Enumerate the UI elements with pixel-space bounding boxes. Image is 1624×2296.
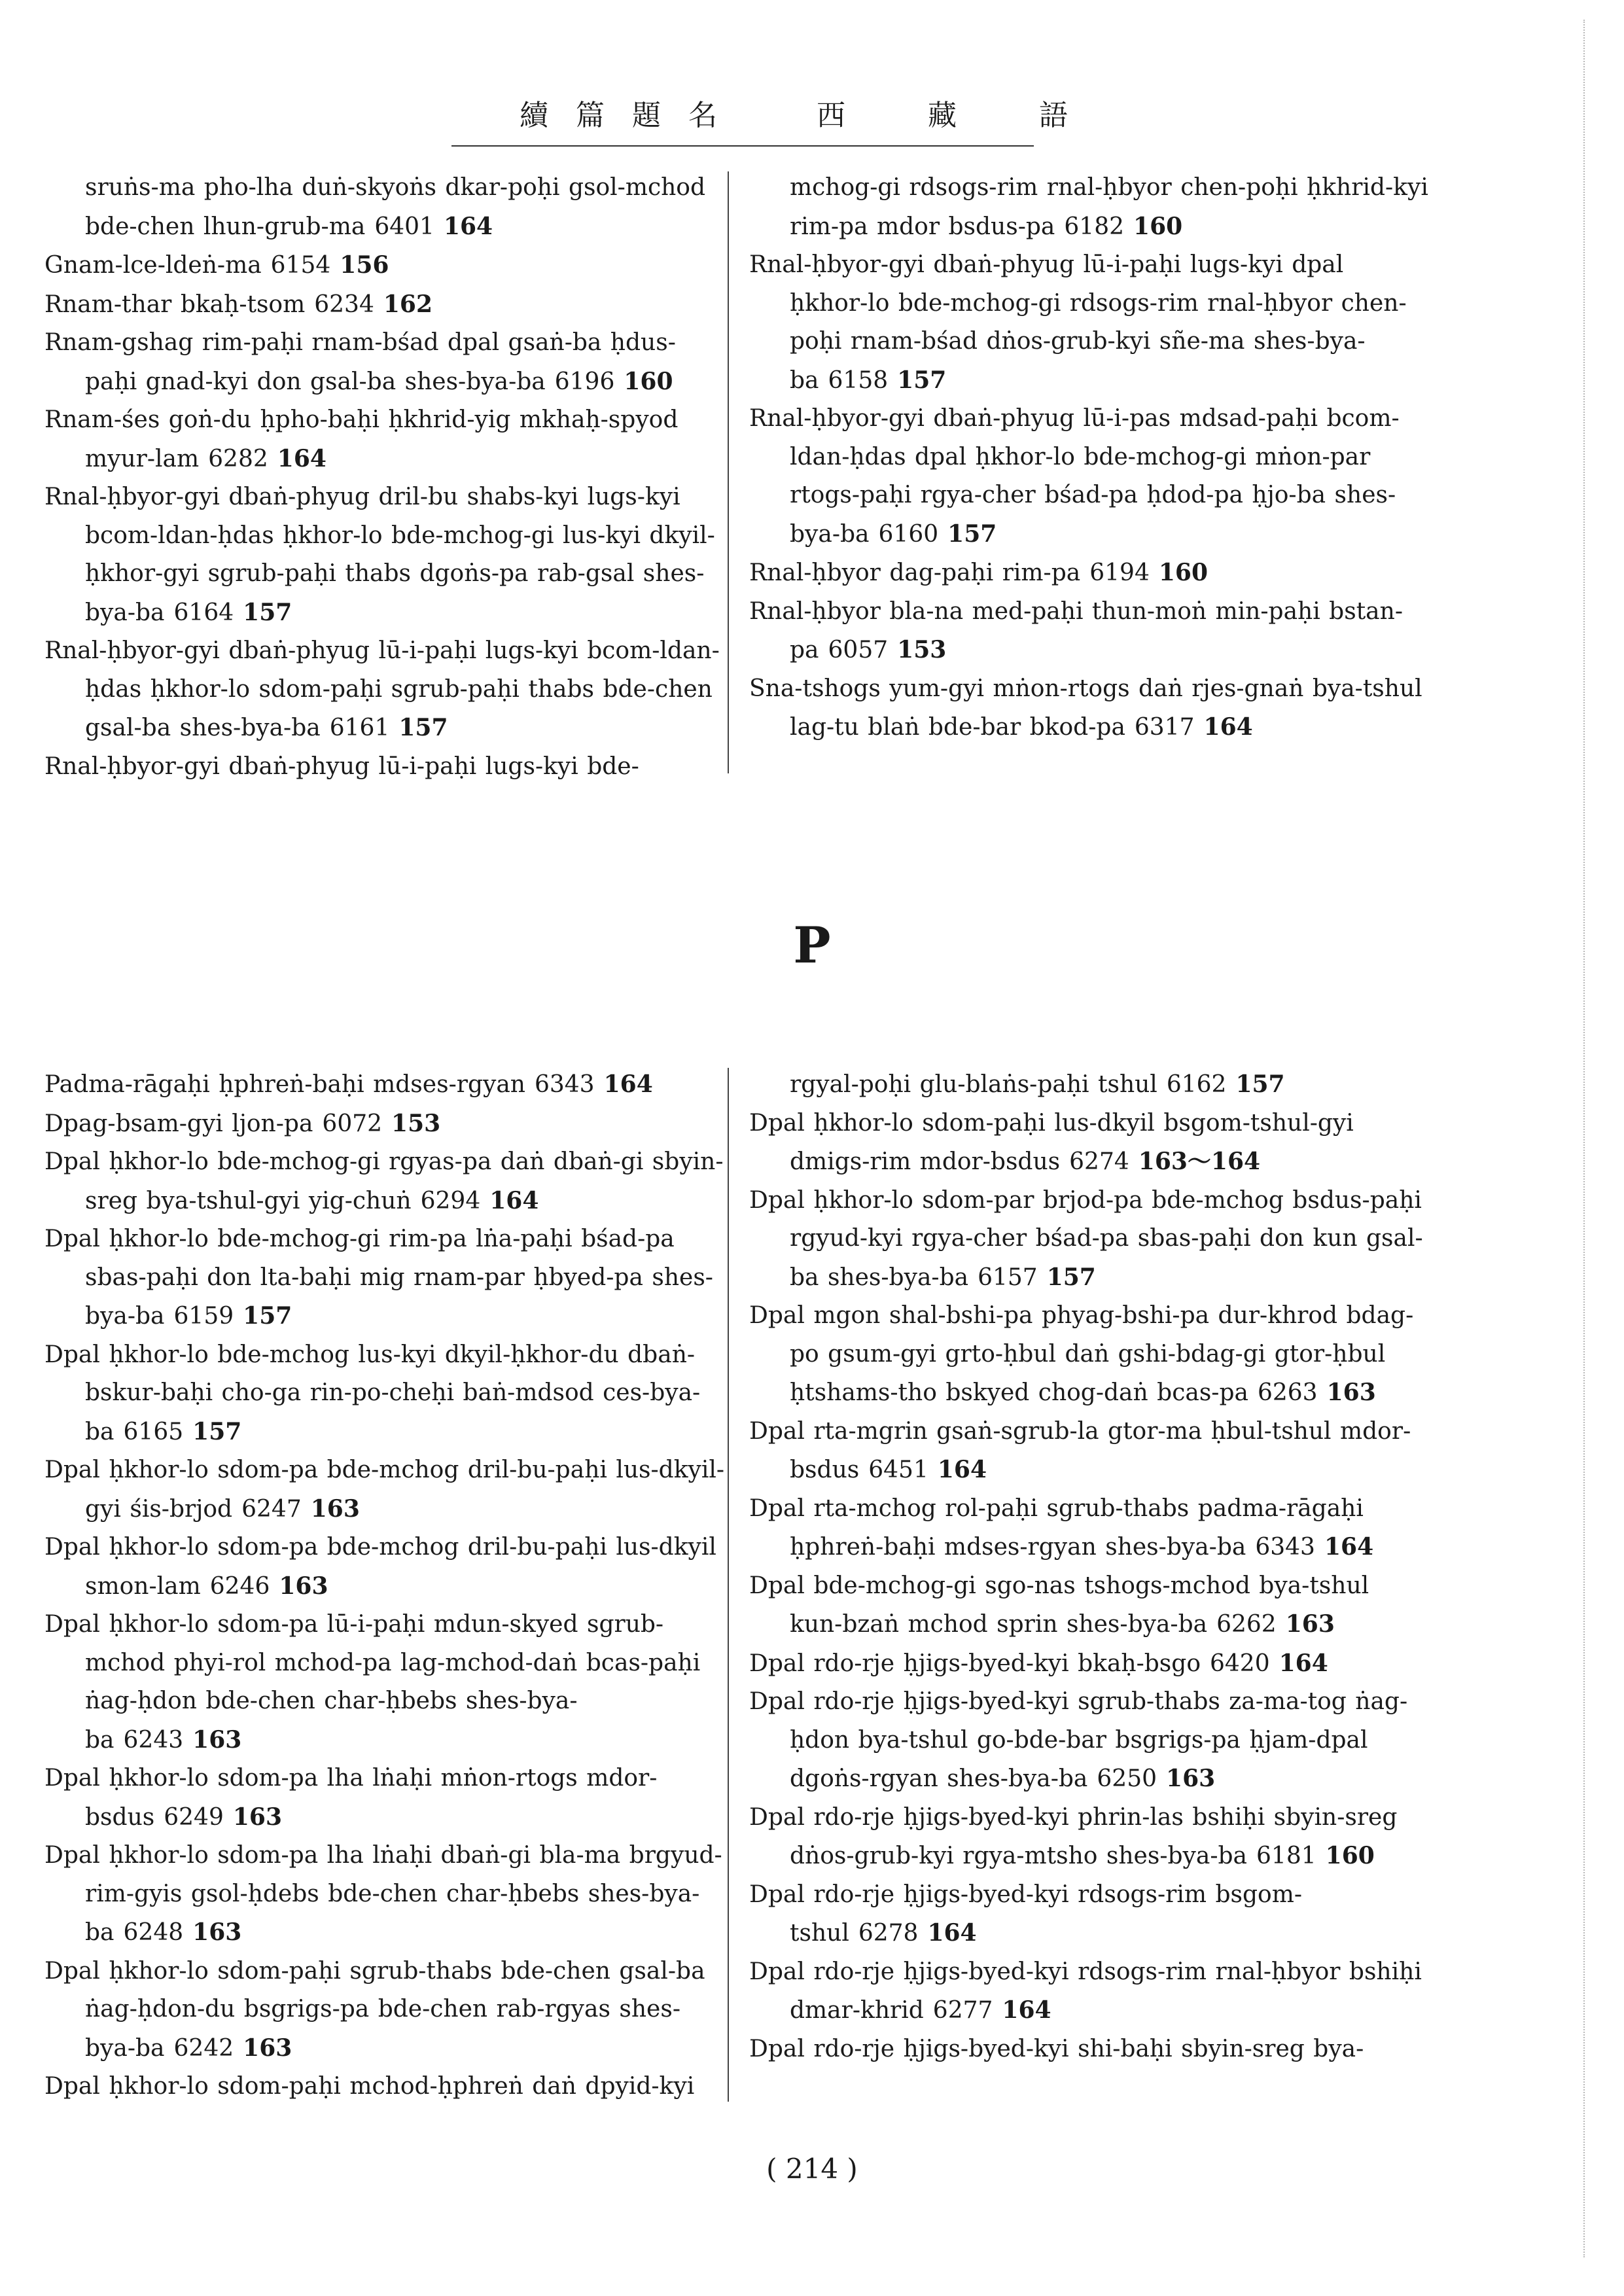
entry-page-ref: 164 <box>489 1186 539 1214</box>
entry-title: Gnam-lce-ldeṅ-ma <box>44 252 262 279</box>
entry-number: 6248 <box>123 1919 184 1946</box>
index-entry <box>749 246 1430 400</box>
entry-page-ref: 164 <box>927 1919 977 1947</box>
index-entry <box>44 1606 725 1759</box>
entry-page-ref: 157 <box>192 1417 242 1445</box>
index-entry <box>44 748 725 786</box>
header-title: 續 篇 題 名 <box>520 99 726 132</box>
entry-number: 6250 <box>1097 1765 1157 1792</box>
entry-number: 6282 <box>208 445 268 472</box>
entry-number: 6343 <box>1255 1534 1315 1561</box>
header-rule <box>451 145 1034 147</box>
entry-title: Dpal ḥkhor-lo bde-mchog-gi rim-pa lṅa-paḥi bśad-pa sbas-paḥi don lta-baḥi mig rnam-par ḥbyed-pa shes-bya-ba <box>44 1226 713 1330</box>
entry-page-ref: 157 <box>947 520 997 548</box>
entry-title: Dpal ḥkhor-lo sdom-pa bde-mchog dril-bu-paḥi lus-dkyil smon-lam <box>44 1534 716 1600</box>
index-entry <box>749 169 1430 246</box>
index-entry <box>44 401 725 478</box>
entry-number: 6154 <box>270 252 331 279</box>
entry-number: 6162 <box>1166 1071 1227 1098</box>
entry-page-ref: 160 <box>1158 559 1209 586</box>
entry-title: Padma-rāgaḥi ḥphreṅ-baḥi mdses-rgyan <box>44 1071 525 1098</box>
entry-title: Dpal bde-mchog-gi sgo-nas tshogs-mchod bya-tshul kun-bzaṅ mchod sprin shes-bya-ba <box>749 1572 1369 1638</box>
entry-number: 6242 <box>173 2034 234 2062</box>
entry-title: Dpal ḥkhor-lo sdom-par brjod-pa bde-mchog bsdus-paḥi rgyud-kyi rgya-cher bśad-pa sbas-paḥi don kun gsal-ba shes-bya-ba <box>749 1186 1423 1291</box>
entry-number: 6234 <box>314 291 374 318</box>
entry-page-ref: 164 <box>1002 1996 1051 2024</box>
entry-number: 6420 <box>1210 1650 1270 1677</box>
index-entry <box>44 1837 725 1952</box>
index-entry <box>749 593 1430 670</box>
column-divider-bottom <box>728 1068 729 2102</box>
entry-page-ref: 163 <box>232 1803 283 1831</box>
entry-page-ref: 163～164 <box>1138 1148 1261 1175</box>
index-entry <box>749 400 1430 554</box>
index-entry <box>44 1952 725 2068</box>
entry-page-ref: 164 <box>603 1070 653 1098</box>
entry-title: Dpal ḥkhor-lo sdom-pa bde-mchog dril-bu-paḥi lus-dkyil-gyi śis-brjod <box>44 1457 725 1523</box>
entry-page-ref: 160 <box>624 367 673 395</box>
index-entry <box>44 1336 725 1452</box>
entry-title: Rnal-ḥbyor-gyi dbaṅ-phyug lū-i-paḥi lugs-kyi bde- <box>44 752 639 780</box>
entry-number: 6247 <box>241 1495 302 1523</box>
entry-page-ref: 163 <box>243 2034 292 2062</box>
entry-title: Rnam-thar bkaḥ-tsom <box>44 291 306 318</box>
index-entry <box>749 2030 1430 2069</box>
entry-number: 6263 <box>1257 1379 1318 1406</box>
entry-title: Dpal ḥkhor-lo sdom-pa lū-i-paḥi mdun-skyed sgrub-mchod phyi-rol mchod-pa lag-mchod-daṅ bcas-paḥi ṅag-ḥdon bde-chen char-ḥbebs shes-bya-ba <box>44 1611 701 1754</box>
entry-page-ref: 164 <box>1203 713 1253 741</box>
entry-number: 6194 <box>1089 559 1150 586</box>
index-entry <box>749 670 1430 747</box>
entry-page-ref: 157 <box>243 598 292 626</box>
index-entry <box>44 632 725 748</box>
entry-page-ref: 162 <box>383 290 433 318</box>
scan-edge-marks <box>1583 20 1587 2257</box>
column-top-left <box>44 169 725 786</box>
entry-title: Dpal ḥkhor-lo sdom-pa lha lṅaḥi mṅon-rtogs mdor-bsdus <box>44 1765 658 1831</box>
index-entry <box>44 478 725 632</box>
entry-page-ref: 163 <box>279 1572 328 1600</box>
entry-number: 6274 <box>1069 1148 1129 1175</box>
entry-title: sruṅs-ma pho-lha duṅ-skyoṅs dkar-poḥi gsol-mchod bde-chen lhun-grub-ma <box>85 174 706 240</box>
entry-page-ref: 164 <box>1279 1649 1328 1677</box>
entry-page-ref: 156 <box>340 251 389 279</box>
index-entry <box>44 1759 725 1837</box>
entry-title: Dpal rdo-rje ḥjigs-byed-kyi rdsogs-rim bsgom-tshul <box>749 1881 1303 1947</box>
entry-page-ref: 164 <box>443 212 493 240</box>
entry-number: 6165 <box>123 1418 184 1445</box>
entry-number: 6161 <box>329 715 390 741</box>
index-entry <box>749 1413 1430 1490</box>
index-entry <box>44 324 725 401</box>
entry-title: Dpal ḥkhor-lo bde-mchog-gi rgyas-pa daṅ dbaṅ-gi sbyin-sreg bya-tshul-gyi yig-chuṅ <box>44 1148 724 1214</box>
entry-title: Rnam-gshag rim-paḥi rnam-bśad dpal gsaṅ-ba ḥdus-paḥi gnad-kyi don gsal-ba shes-bya-ba <box>44 329 676 395</box>
entry-number: 6249 <box>164 1803 224 1831</box>
entry-page-ref: 153 <box>897 636 947 663</box>
index-entry <box>44 1143 725 1220</box>
index-entry <box>749 1297 1430 1413</box>
entry-title: Rnal-ḥbyor dag-paḥi rim-pa <box>749 559 1081 586</box>
page-number: ( 214 ) <box>766 2153 858 2185</box>
entry-page-ref: 163 <box>1166 1765 1216 1792</box>
index-entry <box>749 1683 1430 1799</box>
index-entry <box>749 1065 1430 1104</box>
entry-page-ref: 160 <box>1133 212 1183 240</box>
index-entry <box>749 554 1430 593</box>
index-entry <box>749 1182 1430 1298</box>
column-top-right <box>749 169 1430 747</box>
index-entry <box>749 1644 1430 1684</box>
entry-page-ref: 157 <box>897 366 947 394</box>
index-entry <box>44 2068 725 2106</box>
entry-title: mchog-gi rdsogs-rim rnal-ḥbyor chen-poḥi ḥkhrid-kyi rim-pa mdor bsdus-pa <box>790 174 1428 240</box>
entry-title: Rnal-ḥbyor-gyi dbaṅ-phyug lū-i-pas mdsad-paḥi bcom-ldan-ḥdas dpal ḥkhor-lo bde-mchog-gi mṅon-par rtogs-paḥi rgya-cher bśad-pa ḥdod-pa ḥjo-ba shes-bya-ba <box>749 405 1400 548</box>
entry-number: 6317 <box>1134 714 1195 741</box>
entry-page-ref: 157 <box>1235 1070 1285 1098</box>
entry-number: 6159 <box>173 1303 234 1330</box>
entry-title: Dpal rdo-rje ḥjigs-byed-kyi sgrub-thabs za-ma-tog ṅag-ḥdon bya-tshul go-bde-bar bsgrigs-pa ḥjam-dpal dgoṅs-rgyan shes-bya-ba <box>749 1688 1408 1792</box>
index-entry <box>44 1065 725 1104</box>
entry-number: 6196 <box>554 368 615 395</box>
entry-title: Dpal rta-mchog rol-paḥi sgrub-thabs padma-rāgaḥi ḥphreṅ-baḥi mdses-rgyan shes-bya-ba <box>749 1494 1364 1561</box>
entry-title: Rnal-ḥbyor-gyi dbaṅ-phyug lū-i-paḥi lugs-kyi dpal ḥkhor-lo bde-mchog-gi rdsogs-rim rnal-ḥbyor chen-poḥi rnam-bśad dṅos-grub-kyi sñe-ma shes-bya-ba <box>749 251 1407 394</box>
column-bottom-left <box>44 1065 725 2106</box>
entry-title: Dpal ḥkhor-lo sdom-pa lha lṅaḥi dbaṅ-gi bla-ma brgyud-rim-gyis gsol-ḥdebs bde-chen char-ḥbebs shes-bya-ba <box>44 1842 722 1946</box>
entry-page-ref: 157 <box>1046 1263 1096 1291</box>
index-entry <box>44 285 725 325</box>
column-divider-top <box>728 171 729 773</box>
entry-page-ref: 164 <box>277 444 327 472</box>
index-entry <box>749 1953 1430 2030</box>
entry-title: Dpal ḥkhor-lo sdom-paḥi lus-dkyil bsgom-tshul-gyi dmigs-rim mdor-bsdus <box>749 1109 1354 1175</box>
entry-page-ref: 163 <box>310 1494 360 1523</box>
entry-number: 6160 <box>878 520 939 548</box>
entry-title: Rnal-ḥbyor-gyi dbaṅ-phyug lū-i-paḥi lugs-kyi bcom-ldan-ḥdas ḥkhor-lo sdom-paḥi sgrub-paḥi thabs bde-chen gsal-ba shes-bya-ba <box>44 637 720 741</box>
entry-number: 6401 <box>374 213 434 240</box>
entry-title: Sna-tshogs yum-gyi mṅon-rtogs daṅ rjes-gnaṅ bya-tshul lag-tu blaṅ bde-bar bkod-pa <box>749 675 1422 741</box>
entry-page-ref: 163 <box>1326 1379 1376 1406</box>
entry-number: 6278 <box>858 1920 919 1947</box>
header-language: 西 藏 語 <box>816 99 1104 132</box>
entry-title: Dpal ḥkhor-lo sdom-paḥi mchod-ḥphreṅ daṅ dpyid-kyi <box>44 2073 695 2100</box>
entry-number: 6181 <box>1256 1843 1316 1869</box>
entry-page-ref: 164 <box>1324 1533 1374 1561</box>
entry-number: 6343 <box>534 1071 595 1098</box>
entry-page-ref: 153 <box>391 1109 441 1137</box>
entry-number: 6057 <box>828 637 889 663</box>
section-letter: P <box>793 916 831 974</box>
entry-number: 6451 <box>868 1457 928 1483</box>
index-entry <box>749 1104 1430 1182</box>
index-entry <box>44 1451 725 1528</box>
entry-title: Rnam-śes goṅ-du ḥpho-baḥi ḥkhrid-yig mkhaḥ-spyod myur-lam <box>44 406 679 472</box>
entry-page-ref: 163 <box>1285 1610 1335 1638</box>
entry-number: 6157 <box>978 1263 1038 1291</box>
entry-title: rgyal-poḥi glu-blaṅs-paḥi tshul <box>790 1071 1157 1098</box>
entry-title: Dpal ḥkhor-lo bde-mchog lus-kyi dkyil-ḥkhor-du dbaṅ-bskur-baḥi cho-ga rin-po-cheḥi baṅ-mdsod ces-bya-ba <box>44 1341 701 1445</box>
running-header <box>0 92 1624 133</box>
entry-number: 6277 <box>932 1997 993 2024</box>
entry-number: 6072 <box>322 1110 383 1137</box>
index-entry <box>44 1528 725 1606</box>
entry-page-ref: 157 <box>243 1302 292 1330</box>
entry-title: Rnal-ḥbyor bla-na med-paḥi thun-moṅ min-paḥi bstan-pa <box>749 597 1403 663</box>
index-entry <box>44 1220 725 1336</box>
entry-page-ref: 163 <box>192 1725 242 1754</box>
entry-title: Dpal mgon shal-bshi-pa phyag-bshi-pa dur-khrod bdag-po gsum-gyi grto-ḥbul daṅ gshi-bdag-gi gtor-ḥbul ḥtshams-tho bskyed chog-daṅ bcas-pa <box>749 1302 1414 1406</box>
entry-title: Rnal-ḥbyor-gyi dbaṅ-phyug dril-bu shabs-kyi lugs-kyi bcom-ldan-ḥdas ḥkhor-lo bde-mchog-gi lus-kyi dkyil-ḥkhor-gyi sgrub-paḥi thabs dgoṅs-pa rab-gsal shes-bya-ba <box>44 484 715 626</box>
entry-title: Dpal rdo-rje ḥjigs-byed-kyi bkaḥ-bsgo <box>749 1650 1201 1677</box>
entry-title: Dpag-bsam-gyi ljon-pa <box>44 1110 313 1137</box>
column-bottom-right <box>749 1065 1430 2068</box>
index-entry <box>749 1567 1430 1644</box>
entry-page-ref: 164 <box>937 1456 987 1483</box>
index-entry <box>44 1104 725 1144</box>
entry-page-ref: 160 <box>1325 1842 1375 1869</box>
index-entry <box>44 246 725 285</box>
entry-number: 6243 <box>123 1726 184 1754</box>
entry-number: 6182 <box>1064 213 1125 240</box>
entry-number: 6246 <box>209 1572 270 1600</box>
entry-title: Dpal rdo-rje ḥjigs-byed-kyi phrin-las bshiḥi sbyin-sreg dṅos-grub-kyi rgya-mtsho shes-bya-ba <box>749 1803 1398 1869</box>
index-entry <box>749 1490 1430 1567</box>
entry-title: Dpal rta-mgrin gsaṅ-sgrub-la gtor-ma ḥbul-tshul mdor-bsdus <box>749 1417 1411 1483</box>
entry-number: 6294 <box>420 1187 481 1214</box>
entry-title: Dpal ḥkhor-lo sdom-paḥi sgrub-thabs bde-chen gsal-ba ṅag-ḥdon-du bsgrigs-pa bde-chen rab-rgyas shes-bya-ba <box>44 1957 705 2062</box>
index-entry <box>749 1876 1430 1953</box>
entry-page-ref: 157 <box>398 714 448 741</box>
entry-page-ref: 163 <box>192 1918 242 1946</box>
entry-number: 6164 <box>173 599 234 626</box>
entry-number: 6262 <box>1216 1611 1277 1638</box>
entry-title: Dpal rdo-rje ḥjigs-byed-kyi shi-baḥi sbyin-sreg bya- <box>749 2035 1364 2062</box>
entry-number: 6158 <box>828 366 889 394</box>
entry-title: Dpal rdo-rje ḥjigs-byed-kyi rdsogs-rim rnal-ḥbyor bshiḥi dmar-khrid <box>749 1958 1422 2024</box>
index-entry <box>44 169 725 246</box>
index-entry <box>749 1799 1430 1876</box>
